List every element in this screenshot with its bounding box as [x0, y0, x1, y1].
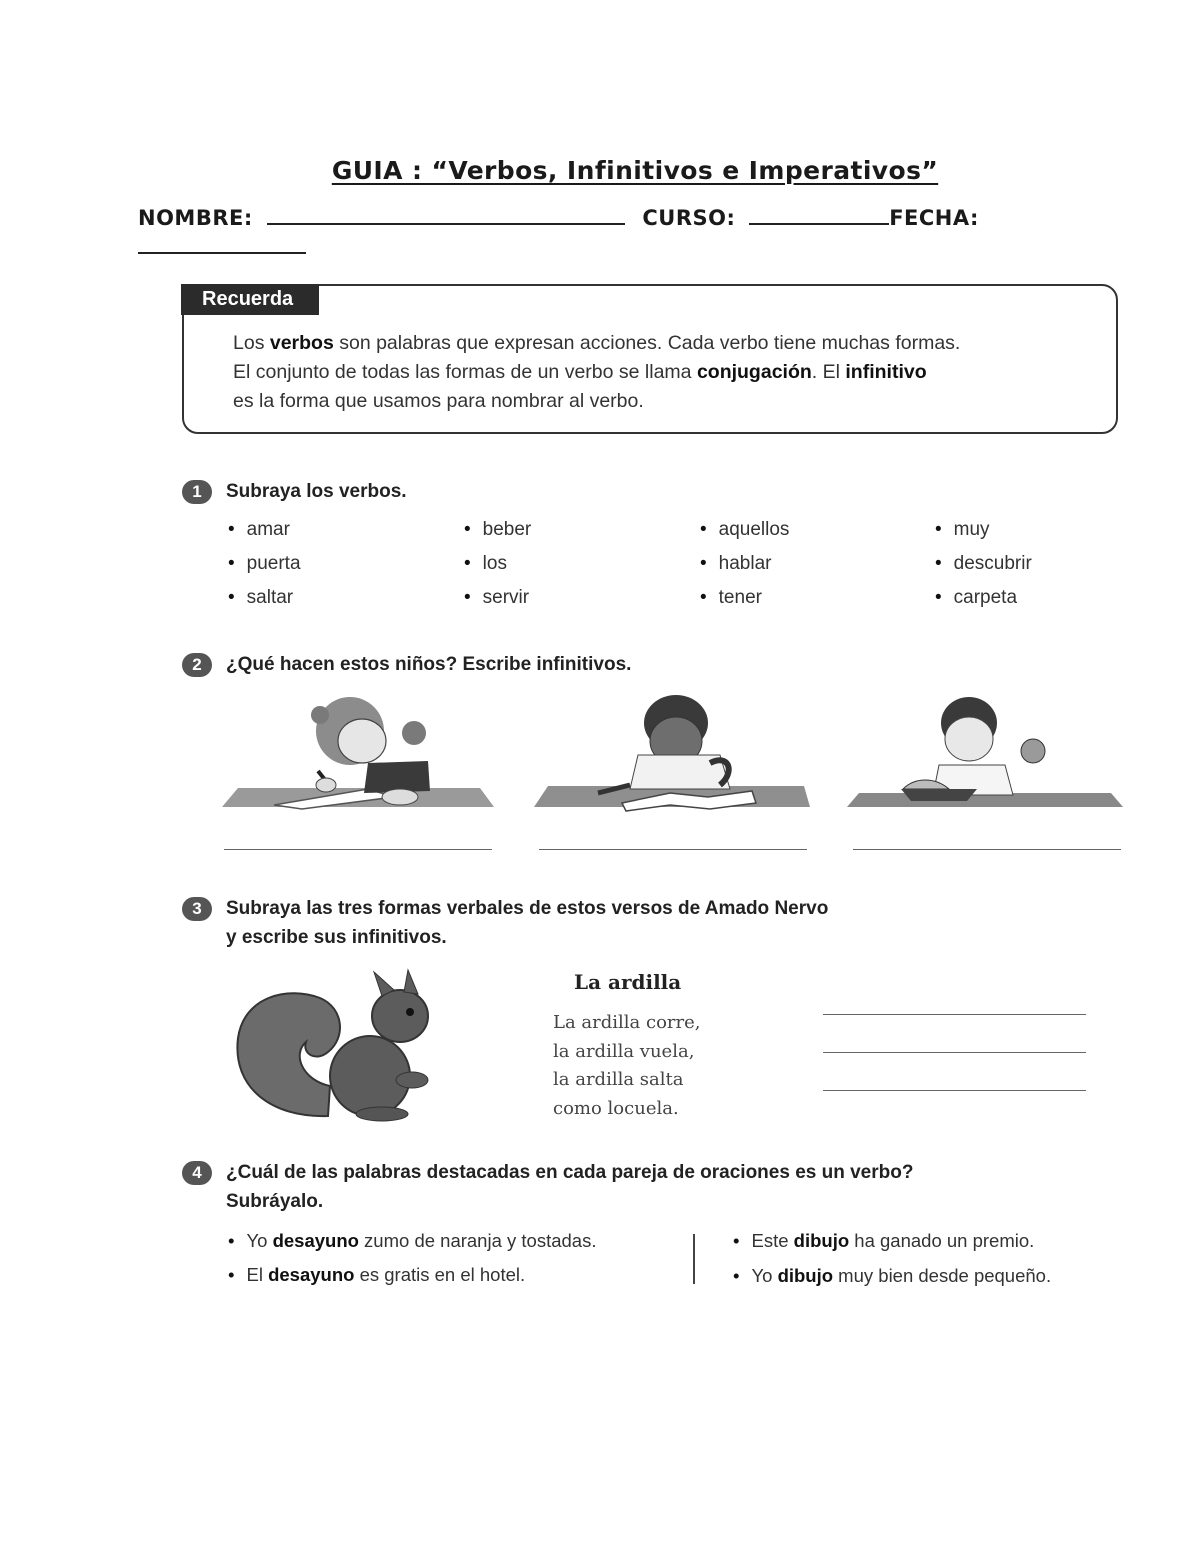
word-item[interactable]: • hablar: [700, 553, 771, 575]
head-shape: [372, 990, 428, 1042]
text-span: zumo de naranja y tostadas.: [358, 1230, 597, 1251]
answer-line-1[interactable]: [224, 849, 492, 850]
text-span: Este: [751, 1230, 794, 1251]
poem-line[interactable]: como locuela.: [553, 1098, 679, 1119]
word-item[interactable]: • los: [464, 553, 507, 575]
text-span: El conjunto de todas las formas de un verbo se llama: [233, 361, 697, 383]
text-span: son palabras que expresan acciones. Cada verbo tiene muchas formas.: [333, 332, 961, 354]
curso-label: CURSO:: [642, 206, 736, 230]
recuerda-line-3: es la forma que usamos para nombrar al verbo.: [233, 390, 644, 412]
hair-bun-shape: [402, 721, 426, 745]
student-info-line: [138, 205, 979, 230]
word-item[interactable]: • descubrir: [935, 553, 1032, 575]
infinitive-answer-line-1[interactable]: [823, 1014, 1086, 1015]
recuerda-line-2: [233, 358, 1093, 387]
hair-bun-shape: [311, 706, 329, 724]
text-span: El: [246, 1264, 269, 1285]
word-item[interactable]: • beber: [464, 519, 531, 541]
text-span: es gratis en el hotel.: [354, 1264, 526, 1285]
fecha-label: FECHA:: [889, 206, 979, 230]
question-number-2: 2: [182, 653, 212, 677]
question-4-prompt-line-1: ¿Cuál de las palabras destacadas en cada pareja de oraciones es un verbo?: [226, 1162, 914, 1183]
paw-shape: [396, 1072, 428, 1088]
foot-shape: [356, 1107, 408, 1121]
tail-shape: [237, 993, 340, 1116]
eye-shape: [406, 1008, 414, 1016]
sentence-item: [228, 1264, 525, 1286]
girl-writing-illustration: [218, 693, 498, 813]
word-item[interactable]: • tener: [700, 587, 762, 609]
text-span: Yo: [246, 1230, 273, 1251]
bowl-shape: [901, 789, 977, 801]
curso-field[interactable]: [749, 205, 889, 225]
sentence-item: [733, 1265, 1051, 1287]
question-1-prompt: Subraya los verbos.: [226, 481, 407, 502]
keyword-conjugacion: conjugación: [696, 361, 812, 383]
infinitive-answer-line-3[interactable]: [823, 1090, 1086, 1091]
question-2-prompt: ¿Qué hacen estos niños? Escribe infinitivos.: [226, 654, 632, 675]
highlighted-word[interactable]: dibujo: [793, 1230, 850, 1251]
squirrel-illustration: [232, 968, 437, 1123]
question-number-1: 1: [182, 480, 212, 504]
poem-line[interactable]: La ardilla corre,: [553, 1012, 701, 1033]
recuerda-line-1: [233, 329, 1093, 358]
sentence-item: [733, 1230, 1034, 1252]
keyword-infinitivo: infinitivo: [845, 361, 927, 383]
shirt-shape: [364, 761, 430, 793]
word-item[interactable]: • saltar: [228, 587, 293, 609]
highlighted-word[interactable]: desayuno: [268, 1264, 355, 1285]
question-4-prompt-line-2: Subráyalo.: [226, 1191, 324, 1212]
word-item[interactable]: • amar: [228, 519, 290, 541]
question-number-4: 4: [182, 1161, 212, 1185]
apple-shape: [1021, 739, 1045, 763]
poem-title: La ardilla: [574, 970, 682, 994]
word-item[interactable]: • puerta: [228, 553, 301, 575]
keyword-verbos: verbos: [269, 332, 334, 354]
ear-shape: [404, 970, 418, 994]
question-3-prompt-line-2: y escribe sus infinitivos.: [226, 927, 447, 948]
girl-eating-illustration: [845, 693, 1125, 813]
poem-line[interactable]: la ardilla salta: [553, 1069, 684, 1090]
text-span: Yo: [751, 1265, 778, 1286]
page-title: GUIA : “Verbos, Infinitivos e Imperativos”: [331, 156, 939, 185]
text-span: muy bien desde pequeño.: [833, 1265, 1052, 1286]
text-span: ha ganado un premio.: [849, 1230, 1035, 1251]
nombre-label: NOMBRE:: [138, 206, 253, 230]
sentence-item: [228, 1230, 596, 1252]
recuerda-tag: Recuerda: [181, 284, 319, 315]
word-item[interactable]: • servir: [464, 587, 529, 609]
hand-shape: [382, 789, 418, 805]
highlighted-word[interactable]: dibujo: [777, 1265, 834, 1286]
face-shape: [338, 719, 386, 763]
highlighted-word[interactable]: desayuno: [272, 1230, 359, 1251]
word-item[interactable]: • carpeta: [935, 587, 1017, 609]
word-item[interactable]: • muy: [935, 519, 990, 541]
face-shape: [945, 717, 993, 761]
fecha-field[interactable]: [138, 252, 306, 254]
answer-line-3[interactable]: [853, 849, 1121, 850]
boy-reading-illustration: [530, 693, 815, 813]
text-span: . El: [811, 361, 846, 383]
hand-shape: [316, 778, 336, 792]
recuerda-text: [233, 329, 1093, 416]
word-item[interactable]: • aquellos: [700, 519, 789, 541]
column-divider: [693, 1234, 695, 1284]
question-number-3: 3: [182, 897, 212, 921]
question-3-prompt-line-1: Subraya las tres formas verbales de estos versos de Amado Nervo: [226, 898, 829, 919]
nombre-field[interactable]: [267, 205, 625, 225]
answer-line-2[interactable]: [539, 849, 807, 850]
text-span: Los: [233, 332, 270, 354]
poem-line[interactable]: la ardilla vuela,: [553, 1041, 695, 1062]
infinitive-answer-line-2[interactable]: [823, 1052, 1086, 1053]
